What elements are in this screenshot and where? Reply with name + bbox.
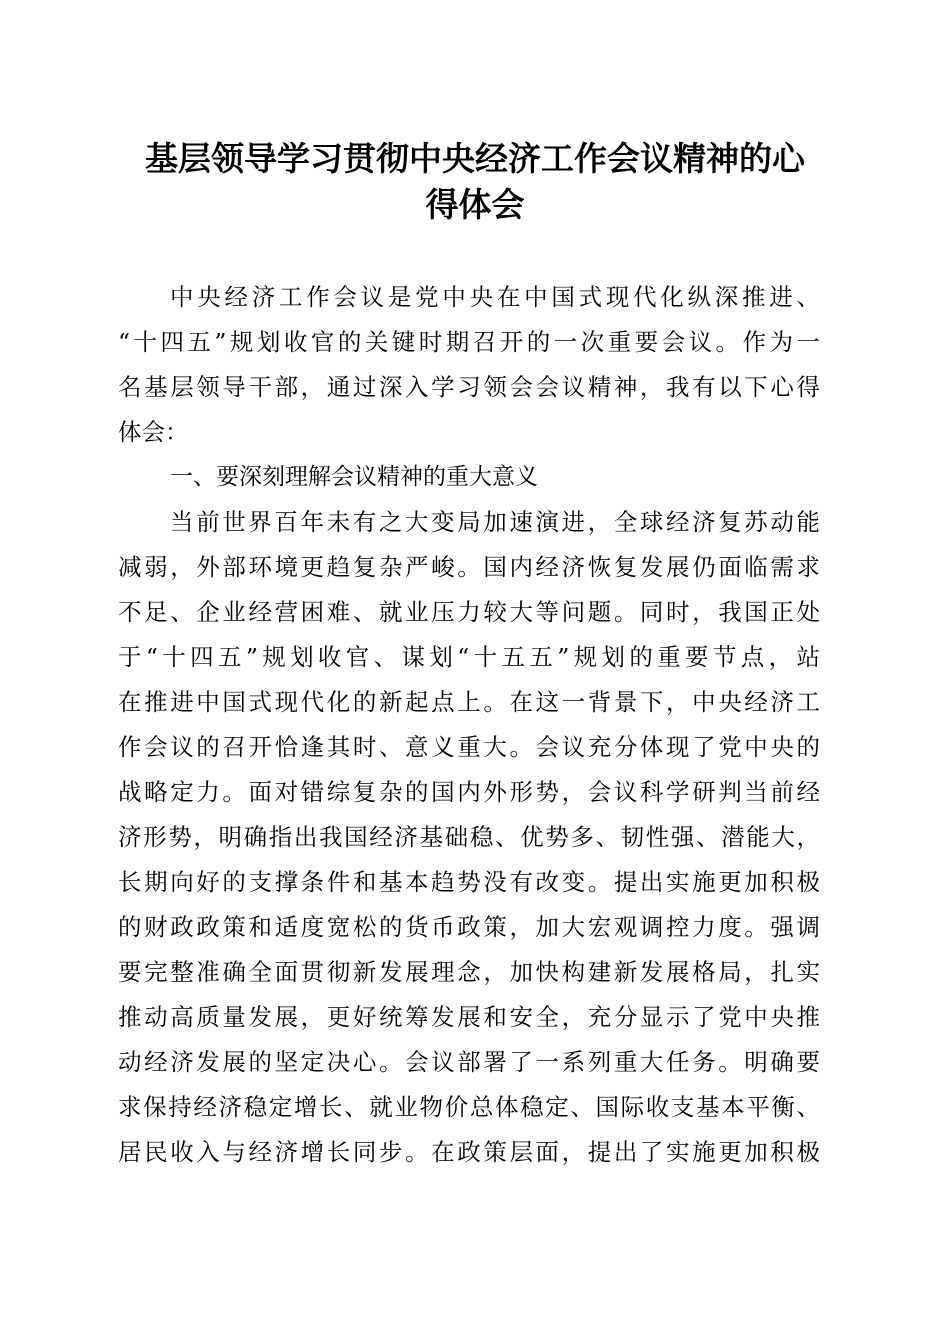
section-line: 居民收入与经济增长同步。在政策层面，提出了实施更加积极	[118, 1138, 820, 1166]
section-line: 济形势，明确指出我国经济基础稳、优势多、韧性强、潜能大，	[118, 823, 820, 851]
section-line: 要完整准确全面贯彻新发展理念，加快构建新发展格局，扎实	[118, 958, 820, 986]
section-line: 长期向好的支撑条件和基本趋势没有改变。提出实施更加积极	[118, 868, 820, 896]
intro-line: “十四五”规划收官的关键时期召开的一次重要会议。作为一	[118, 328, 820, 356]
section-line: 战略定力。面对错综复杂的国内外形势，会议科学研判当前经	[118, 778, 820, 806]
section-line: 推动高质量发展，更好统筹发展和安全，充分显示了党中央推	[118, 1003, 820, 1031]
section-line: 作会议的召开恰逢其时、意义重大。会议充分体现了党中央的	[118, 733, 820, 761]
title-line-1: 基层领导学习贯彻中央经济工作会议精神的心	[145, 139, 805, 178]
title-line-2: 得体会	[425, 185, 525, 224]
section-line: 求保持经济稳定增长、就业物价总体稳定、国际收支基本平衡、	[118, 1093, 820, 1121]
section-line: 于“十四五”规划收官、谋划“十五五”规划的重要节点，站	[118, 643, 820, 671]
section-line: 动经济发展的坚定决心。会议部署了一系列重大任务。明确要	[118, 1048, 820, 1076]
section-line: 减弱，外部环境更趋复杂严峻。国内经济恢复发展仍面临需求	[118, 553, 820, 581]
intro-line: 体会：	[118, 418, 189, 446]
section-heading: 一、要深刻理解会议精神的重大意义	[170, 464, 538, 490]
section-line: 当前世界百年未有之大变局加速演进，全球经济复苏动能	[170, 508, 820, 536]
document-title	[100, 136, 850, 228]
section-line: 的财政政策和适度宽松的货币政策，加大宏观调控力度。强调	[118, 913, 820, 941]
intro-line: 名基层领导干部，通过深入学习领会会议精神，我有以下心得	[118, 373, 820, 401]
section-line: 不足、企业经营困难、就业压力较大等问题。同时，我国正处	[118, 598, 820, 626]
intro-line: 中央经济工作会议是党中央在中国式现代化纵深推进、	[170, 283, 820, 311]
section-line: 在推进中国式现代化的新起点上。在这一背景下，中央经济工	[118, 688, 820, 716]
